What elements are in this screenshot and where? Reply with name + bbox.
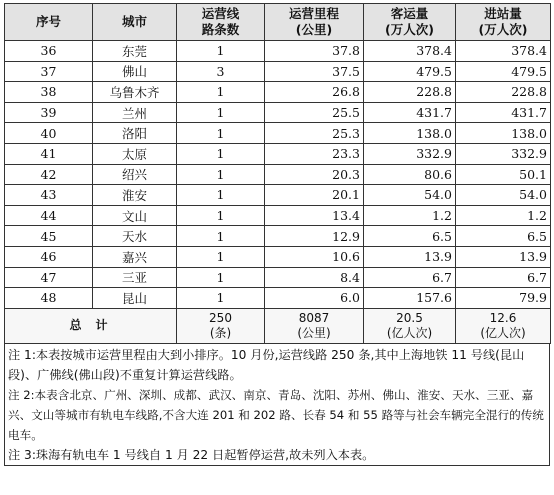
cell-mileage: 6.0	[265, 288, 364, 309]
table-row	[5, 185, 551, 206]
footnotes	[4, 344, 550, 466]
cell-serial: 42	[5, 164, 93, 185]
cell-lines: 1	[177, 82, 265, 103]
header-passengers: 客运量 (万人次)	[364, 4, 456, 41]
cell-mileage: 37.8	[265, 41, 364, 62]
cell-passengers: 80.6	[364, 164, 456, 185]
cell-serial: 41	[5, 143, 93, 164]
cell-passengers: 13.9	[364, 246, 456, 267]
cell-city: 淮安	[93, 185, 177, 206]
cell-lines: 1	[177, 185, 265, 206]
cell-lines: 1	[177, 102, 265, 123]
total-label: 总计	[5, 308, 177, 343]
table-row	[5, 246, 551, 267]
cell-serial: 45	[5, 226, 93, 247]
cell-serial: 39	[5, 102, 93, 123]
footnote-1: 注 1:本表按城市运营里程由大到小排序。10 月份,运营线路 250 条,其中上海地铁 11 号线(昆山段)、广佛线(佛山段)不重复计算运营线路。	[8, 347, 525, 382]
cell-serial: 48	[5, 288, 93, 309]
cell-serial: 38	[5, 82, 93, 103]
cell-passengers: 54.0	[364, 185, 456, 206]
total-mileage: 8087 (公里)	[265, 308, 364, 343]
total-lines: 250 (条)	[177, 308, 265, 343]
cell-entries: 13.9	[456, 246, 551, 267]
cell-mileage: 20.1	[265, 185, 364, 206]
cell-lines: 1	[177, 267, 265, 288]
cell-serial: 47	[5, 267, 93, 288]
cell-city: 东莞	[93, 41, 177, 62]
cell-lines: 3	[177, 61, 265, 82]
cell-lines: 1	[177, 205, 265, 226]
cell-entries: 378.4	[456, 41, 551, 62]
header-serial: 序号	[5, 4, 93, 41]
table-row	[5, 205, 551, 226]
cell-entries: 50.1	[456, 164, 551, 185]
cell-entries: 431.7	[456, 102, 551, 123]
total-entries: 12.6 (亿人次)	[456, 308, 551, 343]
cell-entries: 138.0	[456, 123, 551, 144]
cell-mileage: 37.5	[265, 61, 364, 82]
cell-passengers: 6.5	[364, 226, 456, 247]
cell-passengers: 138.0	[364, 123, 456, 144]
table-row	[5, 288, 551, 309]
cell-city: 绍兴	[93, 164, 177, 185]
table-row	[5, 267, 551, 288]
cell-lines: 1	[177, 143, 265, 164]
cell-lines: 1	[177, 123, 265, 144]
total-row	[5, 308, 551, 343]
header-entries: 进站量 (万人次)	[456, 4, 551, 41]
cell-entries: 54.0	[456, 185, 551, 206]
footnote-2: 注 2:本表含北京、广州、深圳、成都、武汉、南京、青岛、沈阳、苏州、佛山、淮安、天水、三亚、嘉兴、文山等城市有轨电车线路,不含大连 201 和 202 路、长春 54 和 55 路等与社会车辆完全混行的传统电车。	[8, 387, 544, 442]
cell-mileage: 20.3	[265, 164, 364, 185]
cell-city: 佛山	[93, 61, 177, 82]
data-table-container	[4, 3, 550, 466]
cell-entries: 6.7	[456, 267, 551, 288]
cell-mileage: 8.4	[265, 267, 364, 288]
total-passengers: 20.5 (亿人次)	[364, 308, 456, 343]
cell-city: 洛阳	[93, 123, 177, 144]
table-row	[5, 164, 551, 185]
cell-passengers: 1.2	[364, 205, 456, 226]
header-mileage: 运营里程 (公里)	[265, 4, 364, 41]
cell-city: 三亚	[93, 267, 177, 288]
cell-entries: 1.2	[456, 205, 551, 226]
cell-serial: 43	[5, 185, 93, 206]
cell-passengers: 378.4	[364, 41, 456, 62]
table-row	[5, 143, 551, 164]
cell-serial: 44	[5, 205, 93, 226]
header-city: 城市	[93, 4, 177, 41]
cell-entries: 6.5	[456, 226, 551, 247]
cell-city: 文山	[93, 205, 177, 226]
cell-passengers: 228.8	[364, 82, 456, 103]
header-row	[5, 4, 551, 41]
cell-mileage: 13.4	[265, 205, 364, 226]
table-row	[5, 102, 551, 123]
cell-mileage: 25.3	[265, 123, 364, 144]
cell-serial: 37	[5, 61, 93, 82]
cell-passengers: 157.6	[364, 288, 456, 309]
cell-lines: 1	[177, 288, 265, 309]
cell-mileage: 10.6	[265, 246, 364, 267]
cell-mileage: 23.3	[265, 143, 364, 164]
cell-city: 天水	[93, 226, 177, 247]
cell-entries: 79.9	[456, 288, 551, 309]
cell-lines: 1	[177, 41, 265, 62]
table-row	[5, 82, 551, 103]
cell-lines: 1	[177, 226, 265, 247]
cell-city: 兰州	[93, 102, 177, 123]
cell-passengers: 332.9	[364, 143, 456, 164]
header-lines: 运营线 路条数	[177, 4, 265, 41]
ridership-table	[4, 3, 551, 344]
table-row	[5, 123, 551, 144]
table-row	[5, 41, 551, 62]
cell-entries: 228.8	[456, 82, 551, 103]
cell-city: 昆山	[93, 288, 177, 309]
cell-city: 嘉兴	[93, 246, 177, 267]
cell-mileage: 25.5	[265, 102, 364, 123]
cell-passengers: 479.5	[364, 61, 456, 82]
table-row	[5, 61, 551, 82]
footnote-3: 注 3:珠海有轨电车 1 号线自 1 月 22 日起暂停运营,故未列入本表。	[8, 447, 375, 462]
cell-mileage: 26.8	[265, 82, 364, 103]
cell-entries: 479.5	[456, 61, 551, 82]
cell-serial: 46	[5, 246, 93, 267]
cell-lines: 1	[177, 164, 265, 185]
cell-passengers: 431.7	[364, 102, 456, 123]
cell-city: 太原	[93, 143, 177, 164]
table-row	[5, 226, 551, 247]
cell-mileage: 12.9	[265, 226, 364, 247]
cell-serial: 36	[5, 41, 93, 62]
cell-lines: 1	[177, 246, 265, 267]
cell-serial: 40	[5, 123, 93, 144]
cell-passengers: 6.7	[364, 267, 456, 288]
cell-city: 乌鲁木齐	[93, 82, 177, 103]
cell-entries: 332.9	[456, 143, 551, 164]
